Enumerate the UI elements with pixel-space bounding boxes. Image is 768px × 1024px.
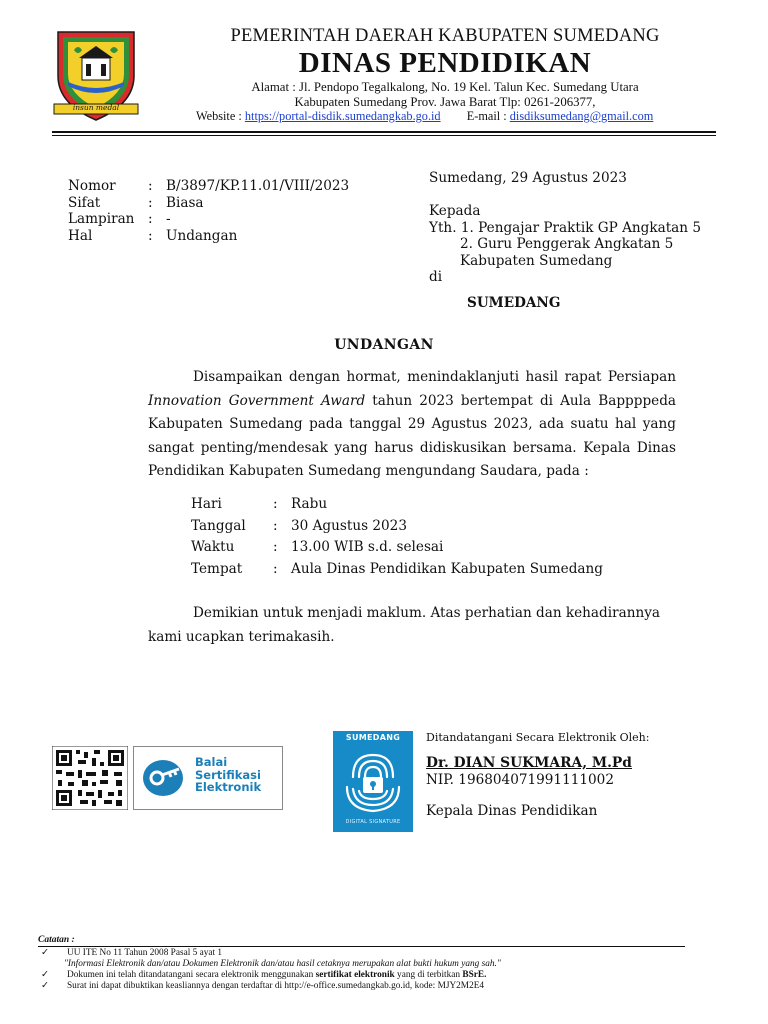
closing-text: Demikian untuk menjadi maklum. Atas perhatian dan kehadirannya kami ucapkan terimakasih. [148, 605, 660, 645]
note-text: Surat ini dapat dibuktikan keasliannya dengan terdaftar di http://e-office.sumedangkab.go.id, kode: MJY2M2E4 [67, 981, 485, 991]
letter-meta [68, 178, 349, 244]
address-line-2: Kabupaten Sumedang Prov. Jawa Barat Tlp: 0261-206377, [294, 95, 596, 109]
meta-value: Biasa [166, 194, 204, 211]
detail-sep: : [273, 539, 278, 556]
detail-value: 13.00 WIB s.d. selesai [291, 539, 444, 556]
note-bold: sertifikat elektronik [315, 970, 395, 980]
body-emphasis: Innovation Government Award [148, 392, 366, 409]
recipient-line-1: Yth. 1. Pengajar Praktik GP Angkatan 5 [429, 219, 701, 236]
note-item [38, 970, 501, 981]
bsre-line: Sertifikasi [195, 767, 261, 782]
detail-row-time [191, 537, 603, 559]
detail-row-date [191, 516, 603, 538]
note-text: UU ITE No 11 Tahun 2008 Pasal 5 ayat 1 [67, 948, 223, 958]
fingerprint-lock-icon [339, 747, 407, 817]
body-paragraph [148, 366, 676, 484]
bsre-label [195, 756, 261, 794]
signer-position: Kepala Dinas Pendidikan [426, 803, 598, 819]
agency-name: DINAS PENDIDIKAN [298, 47, 592, 79]
recipient-line-3: Kabupaten Sumedang [460, 252, 613, 269]
meta-sep: : [148, 178, 153, 194]
check-icon: ✓ [41, 981, 49, 991]
signer-name: Dr. DIAN SUKMARA, M.Pd [426, 755, 632, 771]
signer-nip: NIP. 196804071991111002 [426, 772, 614, 788]
bsre-line: Balai [195, 755, 228, 769]
meta-key: Sifat [68, 194, 101, 211]
detail-key: Hari [191, 496, 222, 512]
meta-value: Undangan [166, 227, 238, 244]
meta-sep: : [148, 211, 153, 227]
detail-key: Waktu [191, 539, 235, 556]
note-bold: BSrE. [462, 970, 487, 980]
detail-row-place [191, 559, 603, 581]
meta-value: - [166, 211, 171, 227]
signature-label: Ditandatangani Secara Elektronik Oleh: [426, 731, 650, 744]
emblem-motto: insun medal [72, 103, 120, 112]
recipient-line-2: 2. Guru Penggerak Angkatan 5 [460, 236, 674, 252]
detail-value: Aula Dinas Pendidikan Kabupaten Sumedang [291, 560, 603, 577]
website-label: Website : [196, 109, 245, 123]
bsre-key-icon [141, 757, 189, 799]
letter-body [148, 366, 676, 484]
meta-key: Lampiran [68, 211, 135, 227]
recipient-city: SUMEDANG [467, 294, 561, 311]
government-name: PEMERINTAH DAERAH KABUPATEN SUMEDANG [230, 26, 660, 46]
note-quote: "Informasi Elektronik dan/atau Dokumen Elektronik dan/atau hasil cetaknya merupakan alat bukti hukum yang sah." [64, 959, 501, 969]
address-line-1: Alamat : Jl. Pendopo Tegalkalong, No. 19 Kel. Talun Kec. Sumedang Utara [251, 80, 639, 94]
header-rule-thin [52, 135, 716, 136]
meta-row-subject [68, 228, 349, 245]
detail-sep: : [273, 517, 278, 534]
check-icon: ✓ [41, 970, 49, 980]
detail-value: 30 Agustus 2023 [291, 517, 407, 534]
check-icon: ✓ [41, 948, 49, 958]
note-item [38, 948, 501, 959]
notes-list [38, 948, 501, 992]
note-segment: yang di terbitkan [394, 970, 463, 980]
body-text: Disampaikan dengan hormat, menindaklanjuti hasil rapat Persiapan [193, 369, 676, 385]
notes-heading: Catatan : [38, 935, 75, 945]
detail-value: Rabu [291, 496, 328, 512]
detail-sep: : [273, 496, 278, 512]
contact-line [196, 109, 653, 124]
note-item [38, 981, 501, 992]
email-link[interactable]: disdiksumedang@gmail.com [509, 109, 654, 123]
meta-value: B/3897/KP.11.01/VIII/2023 [166, 178, 350, 194]
bsre-line: Elektronik [195, 780, 262, 795]
meta-row-number [68, 178, 349, 195]
meta-key: Hal [68, 227, 93, 244]
detail-sep: : [273, 560, 278, 577]
recipient-block [429, 203, 701, 311]
qr-code-icon[interactable] [52, 746, 128, 810]
detail-key: Tempat [191, 560, 243, 577]
letter-title: UNDANGAN [334, 337, 434, 353]
badge-title: SUMEDANG [345, 733, 401, 742]
badge-subtitle: DIGITAL SIGNATURE [345, 819, 401, 825]
body-text: tahun 2023 bertempat di Aula Bappppeda Kabupaten Sumedang pada tanggal 29 Agustus 2023, ada suatu hal yang sangat penting/mendesak yang harus didiskusikan bersama. Kepala Dinas Pendidikan Kabupaten Sumedang mengundang Saudara, pada : [148, 392, 677, 479]
header-rule-thick [52, 131, 716, 133]
note-segment: Dokumen ini telah ditandatangani secara elektronik menggunakan [67, 970, 316, 980]
meta-key: Nomor [68, 178, 116, 194]
note-text [67, 970, 486, 981]
letter-date: Sumedang, 29 Agustus 2023 [429, 170, 627, 186]
event-details [191, 494, 603, 580]
recipient-to: Kepada [429, 203, 481, 219]
notes-divider [38, 946, 685, 947]
meta-sep: : [148, 227, 153, 244]
detail-row-day [191, 494, 603, 516]
email-label: E-mail : [466, 109, 510, 123]
meta-row-attachment [68, 211, 349, 228]
meta-sep: : [148, 194, 153, 211]
detail-key: Tanggal [191, 517, 246, 534]
recipient-at: di [429, 269, 443, 285]
website-link[interactable]: https://portal-disdik.sumedangkab.go.id [244, 109, 441, 123]
closing-paragraph [148, 602, 676, 649]
meta-row-nature [68, 195, 349, 212]
